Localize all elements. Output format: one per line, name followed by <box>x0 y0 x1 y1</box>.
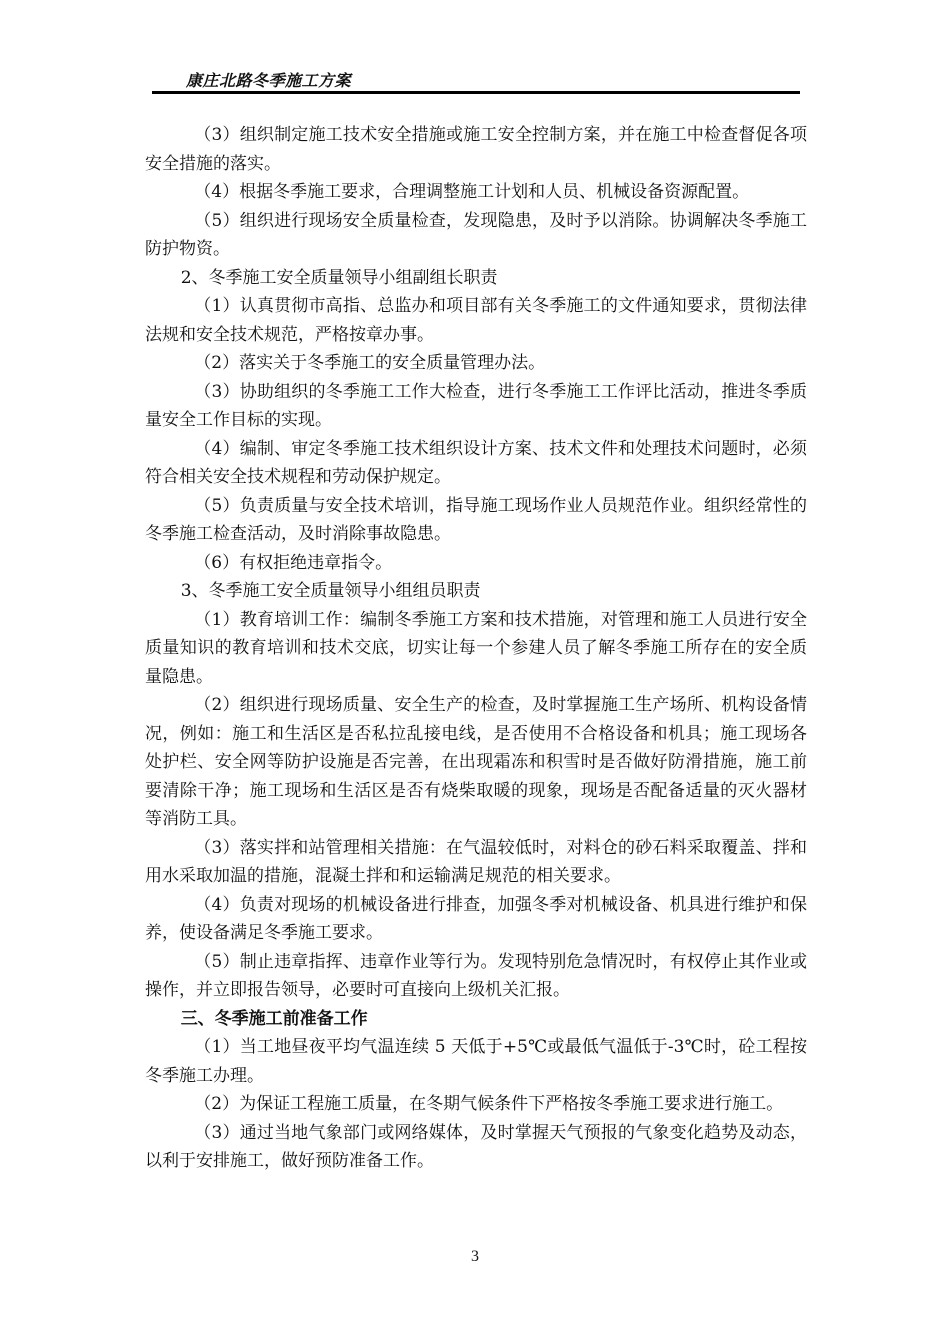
paragraph: （4）根据冬季施工要求，合理调整施工计划和人员、机械设备资源配置。 <box>194 182 750 202</box>
subheading: 2、冬季施工安全质量领导小组副组长职责 <box>180 267 498 288</box>
document-title: 康庄北路冬季施工方案 <box>186 71 352 90</box>
paragraph: （4）编制、审定冬季施工技术组织设计方案、技术文件和处理技术问题时，必须符合相关安全技术规程和劳动保护规定。 <box>145 438 807 487</box>
paragraph: （6）有权拒绝违章指令。 <box>194 552 393 573</box>
paragraph: （3）通过当地气象部门或网络媒体，及时掌握天气预报的气象变化趋势及动态，以利于安排施工，做好预防准备工作。 <box>145 1122 807 1171</box>
document-body <box>145 121 807 1176</box>
header-divider <box>152 91 800 94</box>
paragraph: （5）组织进行现场安全质量检查，发现隐患，及时予以消除。协调解决冬季施工防护物资。 <box>145 210 807 259</box>
paragraph: （3）协助组织的冬季施工工作大检查，进行冬季施工工作评比活动，推进冬季质量安全工作目标的实现。 <box>145 381 807 430</box>
section-heading: 三、冬季施工前准备工作 <box>180 1008 368 1029</box>
paragraph: （1）认真贯彻市高指、总监办和项目部有关冬季施工的文件通知要求，贯彻法律法规和安全技术规范，严格按章办事。 <box>145 296 807 345</box>
paragraph: （2）落实关于冬季施工的安全质量管理办法。 <box>194 353 546 373</box>
paragraph: （3）组织制定施工技术安全措施或施工安全控制方案，并在施工中检查督促各项安全措施的落实。 <box>145 125 807 174</box>
paragraph: （1）当工地昼夜平均气温连续 5 天低于+5℃或最低气温低于-3℃时，砼工程按冬季施工办理。 <box>145 1037 807 1086</box>
paragraph: （5）制止违章指挥、违章作业等行为。发现特别危急情况时，有权停止其作业或操作，并立即报告领导，必要时可直接向上级机关汇报。 <box>145 951 807 1000</box>
paragraph: （2）为保证工程施工质量，在冬期气候条件下严格按冬季施工要求进行施工。 <box>194 1094 784 1114</box>
paragraph: （5）负责质量与安全技术培训，指导施工现场作业人员规范作业。组织经常性的冬季施工检查活动，及时消除事故隐患。 <box>145 495 807 544</box>
subheading: 3、冬季施工安全质量领导小组组员职责 <box>180 581 481 601</box>
paragraph: （3）落实拌和站管理相关措施：在气温较低时，对料仓的砂石料采取覆盖、拌和用水采取加温的措施，混凝土拌和和运输满足规范的相关要求。 <box>145 837 807 886</box>
paragraph: （1）教育培训工作：编制冬季施工方案和技术措施，对管理和施工人员进行安全质量知识的教育培训和技术交底，切实让每一个参建人员了解冬季施工所存在的安全质量隐患。 <box>145 609 807 687</box>
paragraph: （4）负责对现场的机械设备进行排查，加强冬季对机械设备、机具进行维护和保养，使设备满足冬季施工要求。 <box>145 894 807 943</box>
page-number: 3 <box>471 1248 479 1265</box>
paragraph: （2）组织进行现场质量、安全生产的检查，及时掌握施工生产场所、机构设备情况，例如：施工和生活区是否私拉乱接电线，是否使用不合格设备和机具；施工现场各处护栏、安全网等防护设施是否完善，在出现霜冻和积雪时是否做好防滑措施，施工前要清除干净；施工现场和生活区是否有烧柴取暖的现象，现场是否配备适量的灭火器材等消防工具。 <box>145 695 807 829</box>
page-header <box>152 58 800 94</box>
